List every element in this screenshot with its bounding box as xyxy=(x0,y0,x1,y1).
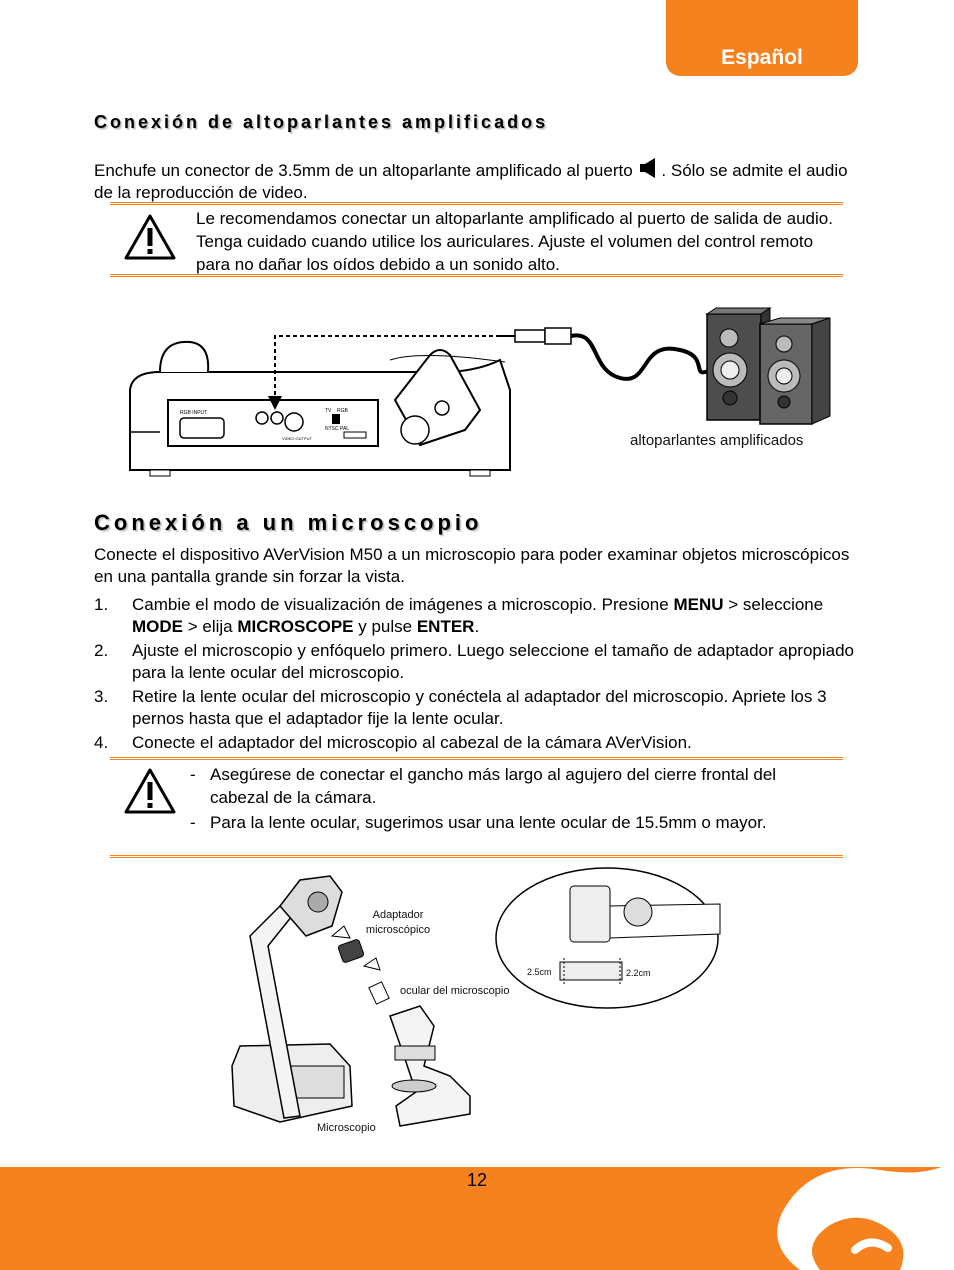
microscope-intro: Conecte el dispositivo AVerVision M50 a un microscopio para poder examinar objetos microscópicos en una pantalla grande sin forzar la vista. xyxy=(94,545,850,586)
step-keyword: MICROSCOPE xyxy=(237,617,354,636)
note-bottom-rule xyxy=(110,274,843,277)
step-item: 1. Cambie el modo de visualización de imágenes a microscopio. Presione MENU > seleccione MODE > elija MICROSCOPE y pulse ENTER. xyxy=(94,595,824,636)
language-tab xyxy=(666,0,858,76)
step-keyword: MODE xyxy=(132,617,183,636)
note2-bottom-rule xyxy=(110,855,843,858)
microscope-label: Microscopio xyxy=(317,1122,376,1134)
microscope-notes xyxy=(190,763,830,836)
language-tab-label: Español xyxy=(721,46,803,69)
step-text: > elija xyxy=(183,617,238,636)
warning-icon xyxy=(124,214,176,260)
step-item: 4. Conecte el adaptador del microscopio al cabezal de la cámara AVerVision. xyxy=(94,733,692,752)
step-text: Ajuste el microscopio y enfóquelo primero. Luego seleccione el tamaño de adaptador apropiado para la lente ocular del microscopio. xyxy=(132,641,855,682)
speaker-icon xyxy=(639,157,659,179)
ntsc-pal-label: NTSC PAL xyxy=(325,426,350,432)
adapter-label: Adaptador microscópico xyxy=(365,909,431,936)
tv-label: TV xyxy=(325,408,332,414)
speakers-caption: altoparlantes amplificados xyxy=(630,432,804,449)
speaker-connection-diagram xyxy=(120,300,840,480)
microscope-diagram xyxy=(220,866,740,1146)
step-keyword: MENU xyxy=(673,595,724,614)
page-number: 12 xyxy=(466,1170,488,1190)
speakers-intro xyxy=(94,157,854,204)
note-item: - Asegúrese de conectar el gancho más largo al agujero del cierre frontal del cabezal de la cámara. xyxy=(190,765,777,807)
section-title-microscope: Conexión a un microscopio xyxy=(94,510,483,535)
dimension-left: 2.5cm xyxy=(527,967,552,977)
step-item: 2. Ajuste el microscopio y enfóquelo primero. Luego seleccione el tamaño de adaptador apropiado para la lente ocular del microscopio. xyxy=(94,641,855,682)
video-output-label: VIDEO OUTPUT xyxy=(282,436,313,441)
rgb-label: RGB xyxy=(337,408,348,414)
video-port xyxy=(285,413,303,431)
eyepiece-label: ocular del microscopio xyxy=(400,985,510,997)
section-title-speakers: Conexión de altoparlantes amplificados xyxy=(94,112,549,132)
step-text: Cambie el modo de visualización de imágenes a microscopio. Presione xyxy=(132,595,674,614)
speakers-intro-part1: Enchufe un conector de 3.5mm de un altoparlante amplificado al puerto xyxy=(94,161,633,180)
step-text: . xyxy=(474,617,480,636)
step-keyword: ENTER xyxy=(416,617,475,636)
aver-logo-icon xyxy=(760,1150,954,1270)
note-top-rule xyxy=(110,202,843,205)
warning-icon xyxy=(124,768,176,814)
step-text: Retire la lente ocular del microscopio y conéctela al adaptador del microscopio. Apriete los 3 pernos hasta que el adaptador fije la lente ocular. xyxy=(132,687,827,728)
rgb-input-label: RGB INPUT xyxy=(180,410,208,416)
audio-out-port xyxy=(256,412,268,424)
dimension-right: 2.2cm xyxy=(626,968,651,978)
note2-top-rule xyxy=(110,757,843,760)
step-text: > seleccione xyxy=(723,595,824,614)
rgb-input-port xyxy=(180,418,224,438)
step-text: Conecte el adaptador del microscopio al cabezal de la cámara AVerVision. xyxy=(132,733,692,752)
note-item: - Para la lente ocular, sugerimos usar una lente ocular de 15.5mm o mayor. xyxy=(190,813,767,832)
microscope-steps xyxy=(94,594,864,756)
step-item: 3. Retire la lente ocular del microscopio y conéctela al adaptador del microscopio. Apriete los 3 pernos hasta que el adaptador fije la lente ocular. xyxy=(94,687,827,728)
step-text: y pulse xyxy=(353,617,417,636)
speakers-note: Le recomendamos conectar un altoparlante amplificado al puerto de salida de audio. Tenga cuidado cuando utilice los auriculares. Ajuste el volumen del control remoto para no dañar los oídos debido a un sonido alto. xyxy=(196,209,833,274)
speakers-intro-part2: . Sólo se admite el audio de la reproducción de video. xyxy=(94,161,848,202)
